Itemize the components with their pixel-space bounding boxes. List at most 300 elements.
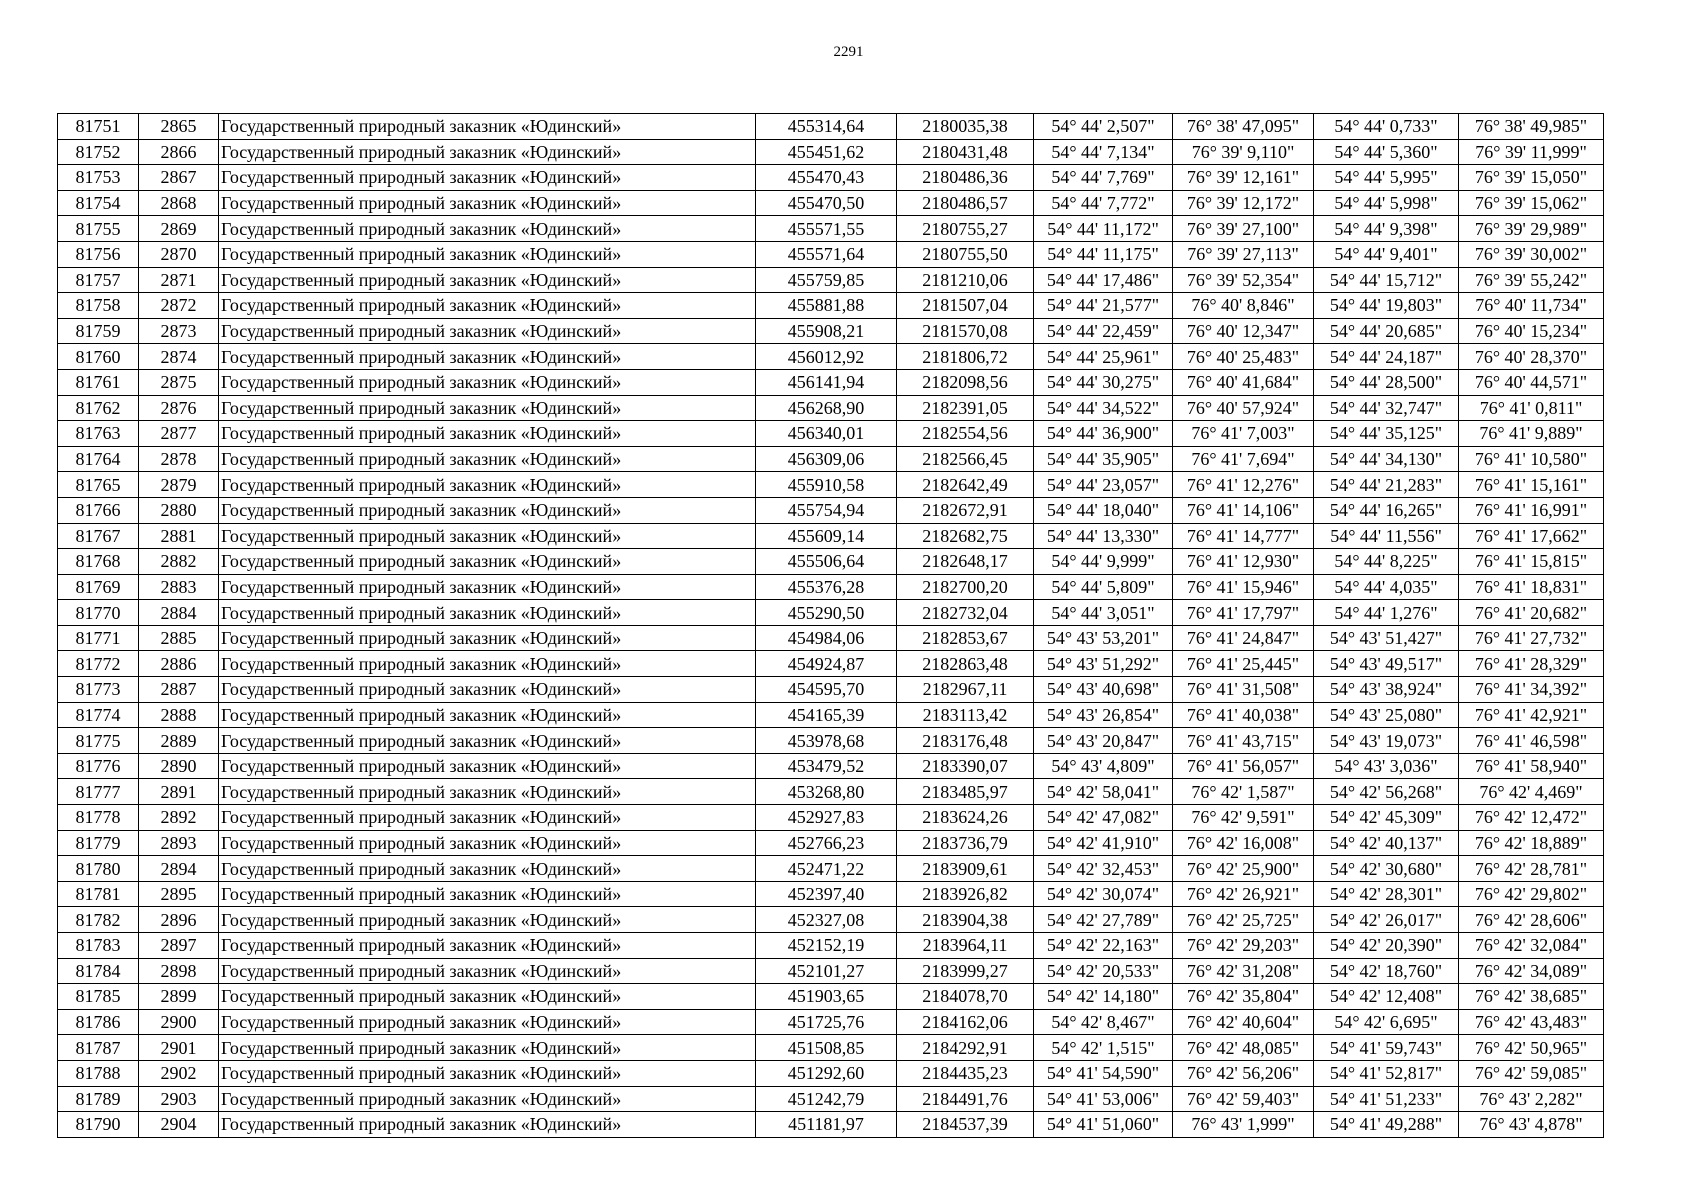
x-coordinate-cell: 452152,19 xyxy=(756,933,897,959)
row-number-cell: 81755 xyxy=(58,216,139,242)
point-number-cell: 2876 xyxy=(139,395,219,421)
latitude-2-cell: 54° 44' 5,995" xyxy=(1314,165,1459,191)
territory-name-cell: Государственный природный заказник «Юдинский» xyxy=(219,625,756,651)
row-number-cell: 81779 xyxy=(58,830,139,856)
territory-name-cell: Государственный природный заказник «Юдинский» xyxy=(219,805,756,831)
y-coordinate-cell: 2183390,07 xyxy=(897,753,1034,779)
y-coordinate-cell: 2183999,27 xyxy=(897,958,1034,984)
x-coordinate-cell: 454595,70 xyxy=(756,677,897,703)
territory-name-cell: Государственный природный заказник «Юдинский» xyxy=(219,497,756,523)
territory-name-cell: Государственный природный заказник «Юдинский» xyxy=(219,1112,756,1138)
territory-name-cell: Государственный природный заказник «Юдинский» xyxy=(219,1035,756,1061)
y-coordinate-cell: 2184435,23 xyxy=(897,1060,1034,1086)
y-coordinate-cell: 2182648,17 xyxy=(897,549,1034,575)
latitude-1-cell: 54° 42' 41,910" xyxy=(1034,830,1173,856)
row-number-cell: 81763 xyxy=(58,421,139,447)
x-coordinate-cell: 451242,79 xyxy=(756,1086,897,1112)
longitude-1-cell: 76° 41' 14,106" xyxy=(1173,497,1314,523)
y-coordinate-cell: 2182391,05 xyxy=(897,395,1034,421)
latitude-2-cell: 54° 44' 5,998" xyxy=(1314,190,1459,216)
longitude-2-cell: 76° 41' 20,682" xyxy=(1459,600,1604,626)
latitude-2-cell: 54° 44' 4,035" xyxy=(1314,574,1459,600)
territory-name-cell: Государственный природный заказник «Юдинский» xyxy=(219,241,756,267)
territory-name-cell: Государственный природный заказник «Юдинский» xyxy=(219,267,756,293)
latitude-2-cell: 54° 43' 19,073" xyxy=(1314,728,1459,754)
longitude-2-cell: 76° 38' 49,985" xyxy=(1459,114,1604,140)
table-row xyxy=(58,216,1604,242)
table-row xyxy=(58,1086,1604,1112)
table-row xyxy=(58,753,1604,779)
latitude-1-cell: 54° 42' 22,163" xyxy=(1034,933,1173,959)
y-coordinate-cell: 2180486,57 xyxy=(897,190,1034,216)
longitude-2-cell: 76° 39' 15,062" xyxy=(1459,190,1604,216)
x-coordinate-cell: 455881,88 xyxy=(756,293,897,319)
territory-name-cell: Государственный природный заказник «Юдинский» xyxy=(219,856,756,882)
latitude-2-cell: 54° 43' 51,427" xyxy=(1314,625,1459,651)
latitude-2-cell: 54° 44' 28,500" xyxy=(1314,369,1459,395)
territory-name-cell: Государственный природный заказник «Юдинский» xyxy=(219,1086,756,1112)
longitude-1-cell: 76° 42' 40,604" xyxy=(1173,1009,1314,1035)
point-number-cell: 2882 xyxy=(139,549,219,575)
row-number-cell: 81785 xyxy=(58,984,139,1010)
longitude-1-cell: 76° 41' 17,797" xyxy=(1173,600,1314,626)
row-number-cell: 81756 xyxy=(58,241,139,267)
longitude-2-cell: 76° 41' 42,921" xyxy=(1459,702,1604,728)
y-coordinate-cell: 2183485,97 xyxy=(897,779,1034,805)
longitude-2-cell: 76° 41' 58,940" xyxy=(1459,753,1604,779)
y-coordinate-cell: 2181210,06 xyxy=(897,267,1034,293)
point-number-cell: 2902 xyxy=(139,1060,219,1086)
point-number-cell: 2895 xyxy=(139,881,219,907)
point-number-cell: 2866 xyxy=(139,139,219,165)
latitude-2-cell: 54° 44' 11,556" xyxy=(1314,523,1459,549)
longitude-2-cell: 76° 41' 10,580" xyxy=(1459,446,1604,472)
row-number-cell: 81772 xyxy=(58,651,139,677)
longitude-2-cell: 76° 42' 28,606" xyxy=(1459,907,1604,933)
row-number-cell: 81790 xyxy=(58,1112,139,1138)
point-number-cell: 2896 xyxy=(139,907,219,933)
latitude-2-cell: 54° 44' 5,360" xyxy=(1314,139,1459,165)
table-row xyxy=(58,1035,1604,1061)
territory-name-cell: Государственный природный заказник «Юдинский» xyxy=(219,984,756,1010)
longitude-2-cell: 76° 41' 17,662" xyxy=(1459,523,1604,549)
longitude-1-cell: 76° 40' 25,483" xyxy=(1173,344,1314,370)
latitude-2-cell: 54° 42' 20,390" xyxy=(1314,933,1459,959)
row-number-cell: 81760 xyxy=(58,344,139,370)
longitude-2-cell: 76° 41' 9,889" xyxy=(1459,421,1604,447)
x-coordinate-cell: 455908,21 xyxy=(756,318,897,344)
territory-name-cell: Государственный природный заказник «Юдинский» xyxy=(219,165,756,191)
table-row xyxy=(58,446,1604,472)
y-coordinate-cell: 2183964,11 xyxy=(897,933,1034,959)
point-number-cell: 2889 xyxy=(139,728,219,754)
latitude-2-cell: 54° 42' 28,301" xyxy=(1314,881,1459,907)
longitude-2-cell: 76° 42' 43,483" xyxy=(1459,1009,1604,1035)
point-number-cell: 2893 xyxy=(139,830,219,856)
x-coordinate-cell: 452101,27 xyxy=(756,958,897,984)
row-number-cell: 81761 xyxy=(58,369,139,395)
latitude-1-cell: 54° 44' 13,330" xyxy=(1034,523,1173,549)
latitude-1-cell: 54° 44' 18,040" xyxy=(1034,497,1173,523)
table-row xyxy=(58,805,1604,831)
x-coordinate-cell: 452766,23 xyxy=(756,830,897,856)
table-row xyxy=(58,907,1604,933)
latitude-2-cell: 54° 44' 21,283" xyxy=(1314,472,1459,498)
latitude-2-cell: 54° 41' 59,743" xyxy=(1314,1035,1459,1061)
y-coordinate-cell: 2182554,56 xyxy=(897,421,1034,447)
row-number-cell: 81769 xyxy=(58,574,139,600)
latitude-2-cell: 54° 41' 52,817" xyxy=(1314,1060,1459,1086)
territory-name-cell: Государственный природный заказник «Юдинский» xyxy=(219,318,756,344)
y-coordinate-cell: 2180486,36 xyxy=(897,165,1034,191)
point-number-cell: 2888 xyxy=(139,702,219,728)
longitude-2-cell: 76° 41' 28,329" xyxy=(1459,651,1604,677)
point-number-cell: 2865 xyxy=(139,114,219,140)
point-number-cell: 2897 xyxy=(139,933,219,959)
point-number-cell: 2892 xyxy=(139,805,219,831)
row-number-cell: 81781 xyxy=(58,881,139,907)
y-coordinate-cell: 2182700,20 xyxy=(897,574,1034,600)
x-coordinate-cell: 455314,64 xyxy=(756,114,897,140)
latitude-1-cell: 54° 44' 7,772" xyxy=(1034,190,1173,216)
latitude-1-cell: 54° 41' 51,060" xyxy=(1034,1112,1173,1138)
longitude-1-cell: 76° 39' 27,100" xyxy=(1173,216,1314,242)
latitude-2-cell: 54° 44' 16,265" xyxy=(1314,497,1459,523)
latitude-1-cell: 54° 44' 35,905" xyxy=(1034,446,1173,472)
longitude-1-cell: 76° 42' 25,900" xyxy=(1173,856,1314,882)
point-number-cell: 2883 xyxy=(139,574,219,600)
longitude-1-cell: 76° 41' 12,930" xyxy=(1173,549,1314,575)
latitude-1-cell: 54° 44' 22,459" xyxy=(1034,318,1173,344)
point-number-cell: 2880 xyxy=(139,497,219,523)
latitude-2-cell: 54° 42' 45,309" xyxy=(1314,805,1459,831)
y-coordinate-cell: 2181570,08 xyxy=(897,318,1034,344)
latitude-1-cell: 54° 43' 51,292" xyxy=(1034,651,1173,677)
longitude-1-cell: 76° 41' 12,276" xyxy=(1173,472,1314,498)
row-number-cell: 81768 xyxy=(58,549,139,575)
x-coordinate-cell: 456268,90 xyxy=(756,395,897,421)
territory-name-cell: Государственный природный заказник «Юдинский» xyxy=(219,1060,756,1086)
y-coordinate-cell: 2182863,48 xyxy=(897,651,1034,677)
territory-name-cell: Государственный природный заказник «Юдинский» xyxy=(219,881,756,907)
row-number-cell: 81765 xyxy=(58,472,139,498)
y-coordinate-cell: 2184491,76 xyxy=(897,1086,1034,1112)
table-row xyxy=(58,318,1604,344)
point-number-cell: 2899 xyxy=(139,984,219,1010)
table-body xyxy=(58,114,1604,1138)
row-number-cell: 81789 xyxy=(58,1086,139,1112)
latitude-1-cell: 54° 42' 8,467" xyxy=(1034,1009,1173,1035)
x-coordinate-cell: 455376,28 xyxy=(756,574,897,600)
latitude-1-cell: 54° 44' 21,577" xyxy=(1034,293,1173,319)
longitude-2-cell: 76° 41' 16,991" xyxy=(1459,497,1604,523)
table-row xyxy=(58,1112,1604,1138)
territory-name-cell: Государственный природный заказник «Юдинский» xyxy=(219,190,756,216)
longitude-1-cell: 76° 39' 12,172" xyxy=(1173,190,1314,216)
latitude-2-cell: 54° 44' 1,276" xyxy=(1314,600,1459,626)
x-coordinate-cell: 455290,50 xyxy=(756,600,897,626)
point-number-cell: 2872 xyxy=(139,293,219,319)
longitude-1-cell: 76° 41' 43,715" xyxy=(1173,728,1314,754)
latitude-2-cell: 54° 44' 19,803" xyxy=(1314,293,1459,319)
latitude-2-cell: 54° 44' 8,225" xyxy=(1314,549,1459,575)
longitude-1-cell: 76° 39' 9,110" xyxy=(1173,139,1314,165)
territory-name-cell: Государственный природный заказник «Юдинский» xyxy=(219,114,756,140)
row-number-cell: 81759 xyxy=(58,318,139,344)
latitude-2-cell: 54° 44' 0,733" xyxy=(1314,114,1459,140)
table-row xyxy=(58,600,1604,626)
row-number-cell: 81753 xyxy=(58,165,139,191)
y-coordinate-cell: 2182682,75 xyxy=(897,523,1034,549)
latitude-1-cell: 54° 42' 20,533" xyxy=(1034,958,1173,984)
x-coordinate-cell: 454984,06 xyxy=(756,625,897,651)
point-number-cell: 2874 xyxy=(139,344,219,370)
latitude-1-cell: 54° 42' 14,180" xyxy=(1034,984,1173,1010)
territory-name-cell: Государственный природный заказник «Юдинский» xyxy=(219,523,756,549)
point-number-cell: 2887 xyxy=(139,677,219,703)
latitude-1-cell: 54° 44' 7,134" xyxy=(1034,139,1173,165)
longitude-1-cell: 76° 41' 7,003" xyxy=(1173,421,1314,447)
latitude-1-cell: 54° 41' 53,006" xyxy=(1034,1086,1173,1112)
table-row xyxy=(58,933,1604,959)
y-coordinate-cell: 2184537,39 xyxy=(897,1112,1034,1138)
row-number-cell: 81757 xyxy=(58,267,139,293)
point-number-cell: 2869 xyxy=(139,216,219,242)
territory-name-cell: Государственный природный заказник «Юдинский» xyxy=(219,216,756,242)
y-coordinate-cell: 2183176,48 xyxy=(897,728,1034,754)
table-row xyxy=(58,549,1604,575)
latitude-2-cell: 54° 42' 6,695" xyxy=(1314,1009,1459,1035)
table-row xyxy=(58,984,1604,1010)
longitude-2-cell: 76° 41' 46,598" xyxy=(1459,728,1604,754)
latitude-2-cell: 54° 44' 24,187" xyxy=(1314,344,1459,370)
longitude-2-cell: 76° 42' 34,089" xyxy=(1459,958,1604,984)
point-number-cell: 2891 xyxy=(139,779,219,805)
point-number-cell: 2885 xyxy=(139,625,219,651)
row-number-cell: 81780 xyxy=(58,856,139,882)
territory-name-cell: Государственный природный заказник «Юдинский» xyxy=(219,677,756,703)
latitude-1-cell: 54° 44' 36,900" xyxy=(1034,421,1173,447)
x-coordinate-cell: 455506,64 xyxy=(756,549,897,575)
longitude-1-cell: 76° 39' 12,161" xyxy=(1173,165,1314,191)
y-coordinate-cell: 2181806,72 xyxy=(897,344,1034,370)
point-number-cell: 2867 xyxy=(139,165,219,191)
latitude-2-cell: 54° 44' 34,130" xyxy=(1314,446,1459,472)
longitude-1-cell: 76° 40' 41,684" xyxy=(1173,369,1314,395)
longitude-1-cell: 76° 41' 56,057" xyxy=(1173,753,1314,779)
point-number-cell: 2870 xyxy=(139,241,219,267)
latitude-2-cell: 54° 44' 35,125" xyxy=(1314,421,1459,447)
latitude-2-cell: 54° 42' 18,760" xyxy=(1314,958,1459,984)
y-coordinate-cell: 2184292,91 xyxy=(897,1035,1034,1061)
longitude-1-cell: 76° 42' 56,206" xyxy=(1173,1060,1314,1086)
longitude-2-cell: 76° 41' 18,831" xyxy=(1459,574,1604,600)
row-number-cell: 81773 xyxy=(58,677,139,703)
row-number-cell: 81762 xyxy=(58,395,139,421)
point-number-cell: 2879 xyxy=(139,472,219,498)
y-coordinate-cell: 2184078,70 xyxy=(897,984,1034,1010)
table-row xyxy=(58,702,1604,728)
latitude-1-cell: 54° 43' 40,698" xyxy=(1034,677,1173,703)
territory-name-cell: Государственный природный заказник «Юдинский» xyxy=(219,549,756,575)
row-number-cell: 81770 xyxy=(58,600,139,626)
x-coordinate-cell: 452471,22 xyxy=(756,856,897,882)
point-number-cell: 2877 xyxy=(139,421,219,447)
longitude-1-cell: 76° 41' 14,777" xyxy=(1173,523,1314,549)
latitude-1-cell: 54° 43' 26,854" xyxy=(1034,702,1173,728)
territory-name-cell: Государственный природный заказник «Юдинский» xyxy=(219,472,756,498)
longitude-1-cell: 76° 39' 52,354" xyxy=(1173,267,1314,293)
table-row xyxy=(58,497,1604,523)
row-number-cell: 81766 xyxy=(58,497,139,523)
y-coordinate-cell: 2182642,49 xyxy=(897,472,1034,498)
row-number-cell: 81782 xyxy=(58,907,139,933)
y-coordinate-cell: 2183904,38 xyxy=(897,907,1034,933)
table-row xyxy=(58,472,1604,498)
row-number-cell: 81788 xyxy=(58,1060,139,1086)
latitude-1-cell: 54° 44' 5,809" xyxy=(1034,574,1173,600)
longitude-2-cell: 76° 40' 44,571" xyxy=(1459,369,1604,395)
longitude-2-cell: 76° 41' 15,815" xyxy=(1459,549,1604,575)
longitude-1-cell: 76° 38' 47,095" xyxy=(1173,114,1314,140)
longitude-2-cell: 76° 39' 29,989" xyxy=(1459,216,1604,242)
latitude-2-cell: 54° 44' 15,712" xyxy=(1314,267,1459,293)
latitude-2-cell: 54° 43' 49,517" xyxy=(1314,651,1459,677)
x-coordinate-cell: 452397,40 xyxy=(756,881,897,907)
latitude-1-cell: 54° 42' 27,789" xyxy=(1034,907,1173,933)
table-row xyxy=(58,293,1604,319)
longitude-2-cell: 76° 39' 30,002" xyxy=(1459,241,1604,267)
x-coordinate-cell: 454165,39 xyxy=(756,702,897,728)
y-coordinate-cell: 2183624,26 xyxy=(897,805,1034,831)
latitude-1-cell: 54° 44' 25,961" xyxy=(1034,344,1173,370)
y-coordinate-cell: 2183909,61 xyxy=(897,856,1034,882)
longitude-2-cell: 76° 42' 59,085" xyxy=(1459,1060,1604,1086)
latitude-1-cell: 54° 44' 9,999" xyxy=(1034,549,1173,575)
longitude-2-cell: 76° 42' 29,802" xyxy=(1459,881,1604,907)
territory-name-cell: Государственный природный заказник «Юдинский» xyxy=(219,933,756,959)
y-coordinate-cell: 2182967,11 xyxy=(897,677,1034,703)
longitude-1-cell: 76° 40' 12,347" xyxy=(1173,318,1314,344)
x-coordinate-cell: 456141,94 xyxy=(756,369,897,395)
table-row xyxy=(58,958,1604,984)
point-number-cell: 2898 xyxy=(139,958,219,984)
territory-name-cell: Государственный природный заказник «Юдинский» xyxy=(219,702,756,728)
latitude-1-cell: 54° 44' 11,175" xyxy=(1034,241,1173,267)
x-coordinate-cell: 453479,52 xyxy=(756,753,897,779)
x-coordinate-cell: 455571,55 xyxy=(756,216,897,242)
y-coordinate-cell: 2182672,91 xyxy=(897,497,1034,523)
table-row xyxy=(58,267,1604,293)
latitude-2-cell: 54° 42' 12,408" xyxy=(1314,984,1459,1010)
longitude-2-cell: 76° 41' 15,161" xyxy=(1459,472,1604,498)
table-row xyxy=(58,1060,1604,1086)
table-row xyxy=(58,1009,1604,1035)
table-row xyxy=(58,728,1604,754)
point-number-cell: 2901 xyxy=(139,1035,219,1061)
territory-name-cell: Государственный природный заказник «Юдинский» xyxy=(219,600,756,626)
longitude-2-cell: 76° 42' 4,469" xyxy=(1459,779,1604,805)
table-row xyxy=(58,856,1604,882)
table-row xyxy=(58,139,1604,165)
table-row xyxy=(58,114,1604,140)
longitude-1-cell: 76° 42' 31,208" xyxy=(1173,958,1314,984)
territory-name-cell: Государственный природный заказник «Юдинский» xyxy=(219,651,756,677)
y-coordinate-cell: 2184162,06 xyxy=(897,1009,1034,1035)
x-coordinate-cell: 456012,92 xyxy=(756,344,897,370)
x-coordinate-cell: 455451,62 xyxy=(756,139,897,165)
longitude-2-cell: 76° 41' 27,732" xyxy=(1459,625,1604,651)
latitude-2-cell: 54° 43' 25,080" xyxy=(1314,702,1459,728)
longitude-2-cell: 76° 42' 50,965" xyxy=(1459,1035,1604,1061)
x-coordinate-cell: 455759,85 xyxy=(756,267,897,293)
latitude-1-cell: 54° 44' 30,275" xyxy=(1034,369,1173,395)
territory-name-cell: Государственный природный заказник «Юдинский» xyxy=(219,421,756,447)
longitude-1-cell: 76° 42' 48,085" xyxy=(1173,1035,1314,1061)
y-coordinate-cell: 2182566,45 xyxy=(897,446,1034,472)
table-row xyxy=(58,241,1604,267)
row-number-cell: 81777 xyxy=(58,779,139,805)
longitude-2-cell: 76° 42' 12,472" xyxy=(1459,805,1604,831)
territory-name-cell: Государственный природный заказник «Юдинский» xyxy=(219,753,756,779)
row-number-cell: 81775 xyxy=(58,728,139,754)
x-coordinate-cell: 456309,06 xyxy=(756,446,897,472)
latitude-2-cell: 54° 41' 49,288" xyxy=(1314,1112,1459,1138)
y-coordinate-cell: 2182853,67 xyxy=(897,625,1034,651)
territory-name-cell: Государственный природный заказник «Юдинский» xyxy=(219,293,756,319)
row-number-cell: 81784 xyxy=(58,958,139,984)
latitude-1-cell: 54° 42' 1,515" xyxy=(1034,1035,1173,1061)
point-number-cell: 2904 xyxy=(139,1112,219,1138)
table-row xyxy=(58,625,1604,651)
row-number-cell: 81754 xyxy=(58,190,139,216)
x-coordinate-cell: 454924,87 xyxy=(756,651,897,677)
longitude-2-cell: 76° 39' 11,999" xyxy=(1459,139,1604,165)
longitude-1-cell: 76° 42' 1,587" xyxy=(1173,779,1314,805)
table-row xyxy=(58,344,1604,370)
x-coordinate-cell: 451725,76 xyxy=(756,1009,897,1035)
longitude-1-cell: 76° 40' 57,924" xyxy=(1173,395,1314,421)
x-coordinate-cell: 455754,94 xyxy=(756,497,897,523)
table-row xyxy=(58,779,1604,805)
x-coordinate-cell: 455571,64 xyxy=(756,241,897,267)
table-row xyxy=(58,395,1604,421)
latitude-2-cell: 54° 41' 51,233" xyxy=(1314,1086,1459,1112)
y-coordinate-cell: 2180035,38 xyxy=(897,114,1034,140)
longitude-1-cell: 76° 40' 8,846" xyxy=(1173,293,1314,319)
x-coordinate-cell: 451181,97 xyxy=(756,1112,897,1138)
x-coordinate-cell: 455910,58 xyxy=(756,472,897,498)
latitude-2-cell: 54° 44' 9,401" xyxy=(1314,241,1459,267)
territory-name-cell: Государственный природный заказник «Юдинский» xyxy=(219,907,756,933)
row-number-cell: 81786 xyxy=(58,1009,139,1035)
table-row xyxy=(58,651,1604,677)
table-row xyxy=(58,190,1604,216)
row-number-cell: 81771 xyxy=(58,625,139,651)
latitude-1-cell: 54° 44' 17,486" xyxy=(1034,267,1173,293)
longitude-2-cell: 76° 39' 15,050" xyxy=(1459,165,1604,191)
longitude-2-cell: 76° 42' 18,889" xyxy=(1459,830,1604,856)
row-number-cell: 81764 xyxy=(58,446,139,472)
latitude-1-cell: 54° 44' 23,057" xyxy=(1034,472,1173,498)
territory-name-cell: Государственный природный заказник «Юдинский» xyxy=(219,1009,756,1035)
latitude-1-cell: 54° 43' 4,809" xyxy=(1034,753,1173,779)
territory-name-cell: Государственный природный заказник «Юдинский» xyxy=(219,958,756,984)
longitude-1-cell: 76° 42' 16,008" xyxy=(1173,830,1314,856)
longitude-1-cell: 76° 42' 35,804" xyxy=(1173,984,1314,1010)
row-number-cell: 81758 xyxy=(58,293,139,319)
latitude-2-cell: 54° 42' 26,017" xyxy=(1314,907,1459,933)
